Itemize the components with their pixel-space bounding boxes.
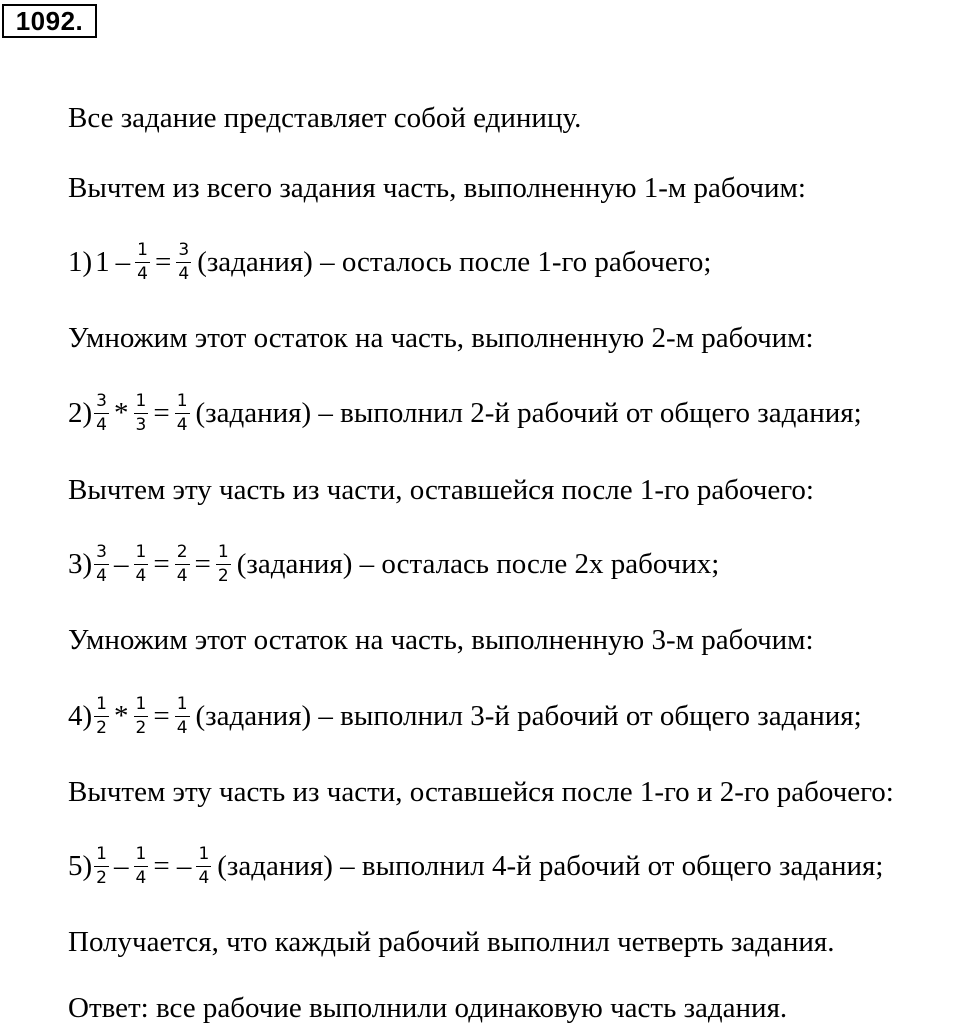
equals-sign: = (153, 397, 170, 429)
fraction-numerator: 3 (176, 241, 191, 263)
minus-sign: – (115, 246, 131, 278)
fraction (134, 392, 149, 435)
fraction-numerator: 1 (134, 392, 149, 414)
formula-step-4 (68, 688, 862, 744)
fraction-denominator: 4 (178, 263, 190, 284)
fraction-denominator: 4 (198, 867, 210, 888)
minus-sign: – (114, 850, 129, 882)
fraction-denominator: 4 (96, 565, 107, 586)
multiply-sign: * (114, 397, 129, 429)
formula-step-3 (68, 536, 719, 592)
fraction-numerator: 1 (216, 543, 231, 565)
fraction (196, 845, 211, 888)
fraction-numerator: 1 (135, 241, 150, 263)
equals-minus-sign: = – (153, 850, 192, 882)
fraction-denominator: 2 (135, 717, 147, 738)
minus-sign: – (114, 548, 129, 580)
fraction-denominator: 3 (135, 414, 147, 435)
fraction (134, 543, 149, 586)
fraction (94, 392, 109, 435)
fraction-denominator: 2 (96, 867, 107, 888)
text-line-subtract-first: Вычтем из всего задания часть, выполненную 1-м рабочим: (68, 172, 806, 204)
fraction-denominator: 4 (135, 565, 147, 586)
fraction-numerator: 2 (175, 543, 190, 565)
text-line-multiply-second: Умножим этот остаток на часть, выполненную 2-м рабочим: (68, 322, 814, 354)
fraction-numerator: 1 (94, 695, 109, 717)
fraction-denominator: 4 (176, 565, 188, 586)
fraction-numerator: 3 (94, 543, 109, 565)
fraction-denominator: 2 (217, 565, 229, 586)
problem-number: 1092. (2, 4, 97, 38)
formula-step-5 (68, 838, 883, 894)
formula-step-1 (68, 234, 711, 290)
fraction (94, 845, 109, 888)
step-label: 4) (68, 700, 93, 732)
text-line-subtract-fifth: Вычтем эту часть из части, оставшейся после 1-го и 2-го рабочего: (68, 776, 894, 808)
text-line-subtract-third: Вычтем эту часть из части, оставшейся после 1-го рабочего: (68, 474, 814, 506)
fraction (94, 543, 109, 586)
equals-sign: = (153, 548, 170, 580)
fraction-numerator: 1 (134, 695, 149, 717)
lead-number: 1 (95, 246, 110, 278)
fraction-denominator: 4 (135, 867, 147, 888)
fraction-denominator: 4 (176, 717, 188, 738)
fraction (176, 241, 191, 284)
fraction-denominator: 2 (96, 717, 107, 738)
fraction-numerator: 1 (175, 392, 190, 414)
fraction (134, 695, 149, 738)
fraction (135, 241, 150, 284)
step-label: 1) (68, 246, 93, 278)
step-explanation: (задания) – выполнил 4-й рабочий от общего задания; (217, 850, 884, 882)
fraction-denominator: 4 (96, 414, 107, 435)
text-line-multiply-third: Умножим этот остаток на часть, выполненную 3-м рабочим: (68, 624, 814, 656)
fraction-numerator: 3 (94, 392, 109, 414)
fraction-numerator: 1 (196, 845, 211, 867)
formula-step-2 (68, 385, 862, 441)
step-explanation: (задания) – выполнил 3-й рабочий от общего задания; (195, 700, 862, 732)
fraction (216, 543, 231, 586)
equals-sign: = (153, 700, 170, 732)
text-line-answer: Ответ: все рабочие выполнили одинаковую часть задания. (68, 992, 788, 1024)
step-label: 2) (68, 397, 93, 429)
fraction-numerator: 1 (134, 543, 149, 565)
fraction-denominator: 4 (137, 263, 148, 284)
equals-sign: = (155, 246, 172, 278)
text-line-intro: Все задание представляет собой единицу. (68, 102, 582, 134)
fraction (94, 695, 109, 738)
fraction (175, 543, 190, 586)
text-line-conclusion: Получается, что каждый рабочий выполнил четверть задания. (68, 926, 835, 958)
step-explanation: (задания) – осталась после 2х рабочих; (236, 548, 720, 580)
fraction (175, 392, 190, 435)
step-label: 5) (68, 850, 93, 882)
fraction (175, 695, 190, 738)
multiply-sign: * (114, 700, 129, 732)
step-explanation: (задания) – осталось после 1-го рабочего; (197, 246, 712, 278)
step-explanation: (задания) – выполнил 2-й рабочий от общего задания; (195, 397, 862, 429)
step-label: 3) (68, 548, 93, 580)
fraction-numerator: 1 (175, 695, 190, 717)
fraction-denominator: 4 (176, 414, 188, 435)
fraction-numerator: 1 (94, 845, 109, 867)
fraction (134, 845, 149, 888)
fraction-numerator: 1 (134, 845, 149, 867)
equals-sign: = (194, 548, 211, 580)
